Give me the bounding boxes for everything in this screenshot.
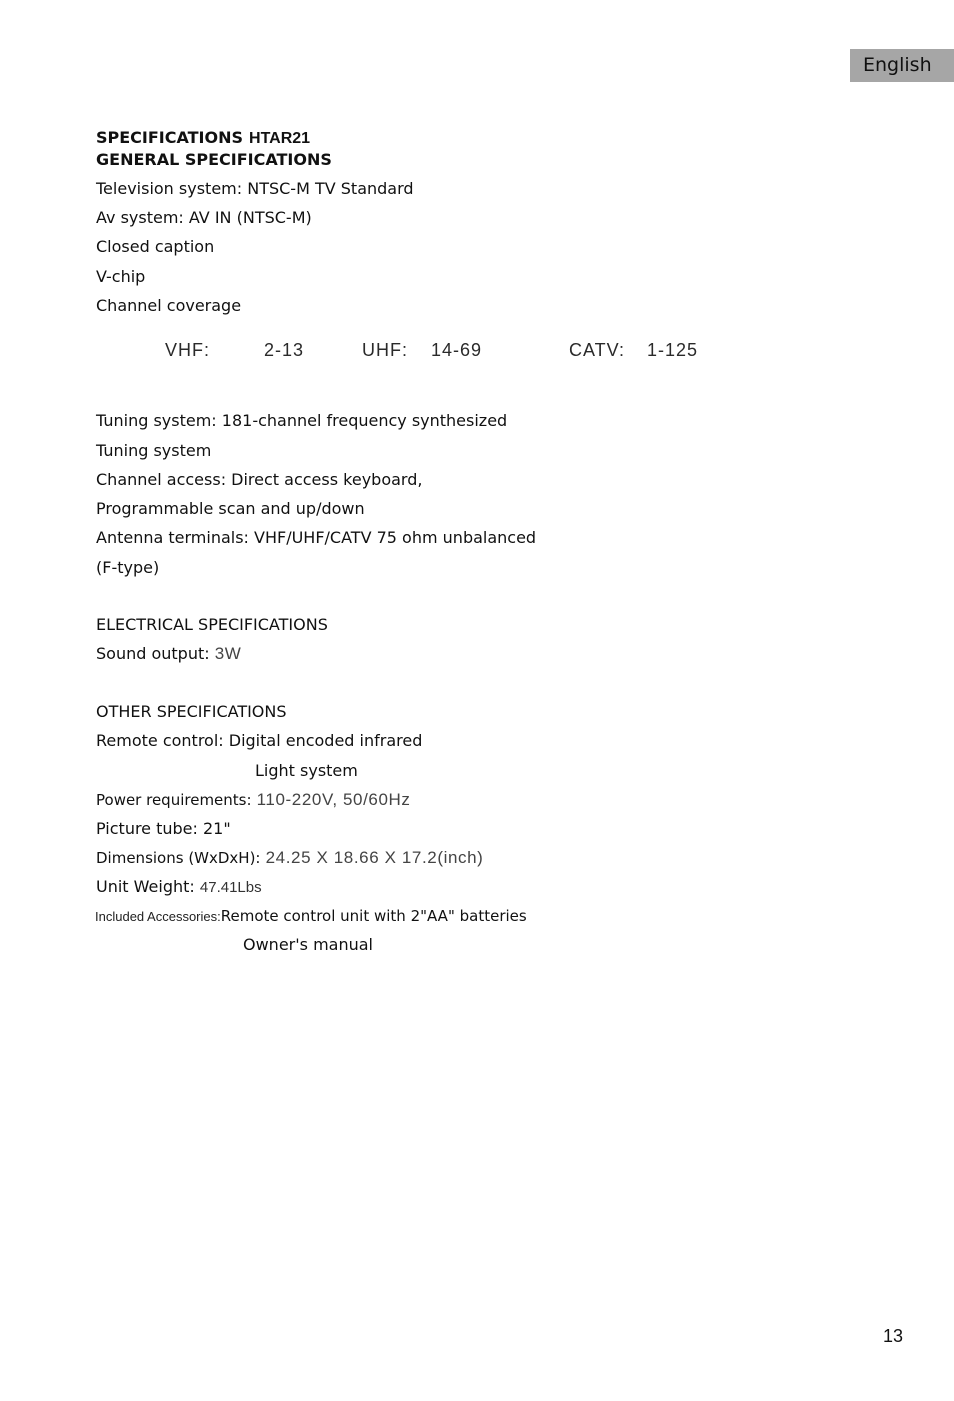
antenna-terminals: Antenna terminals: VHF/UHF/CATV 75 ohm unbalanced [96, 528, 537, 547]
vchip: V-chip [96, 267, 146, 286]
dimensions-value: 24.25 X 18.66 X 17.2(inch) [265, 848, 484, 867]
catv-label: CATV: [569, 340, 626, 360]
sound-output-label: Sound output: [96, 644, 210, 663]
channel-access: Channel access: Direct access keyboard, [96, 470, 423, 489]
ftype: (F-type) [96, 558, 160, 577]
page-number: 13 [883, 1326, 904, 1346]
vhf-label: VHF: [165, 340, 211, 360]
specifications-title [96, 128, 310, 148]
power-requirements [96, 790, 411, 810]
dimensions-label: Dimensions (WxDxH): [96, 849, 261, 867]
accessories-value: Remote control unit with 2"AA" batteries [220, 907, 527, 925]
tuning-system: Tuning system [96, 441, 212, 460]
accessories-label: Included Accessories: [95, 909, 221, 924]
specifications-heading: SPECIFICATIONS [96, 128, 244, 147]
power-value: 110-220V, 50/60Hz [256, 790, 411, 809]
other-specifications-heading: OTHER SPECIFICATIONS [96, 702, 287, 721]
model-number: HTAR21 [249, 130, 311, 147]
picture-tube: Picture tube: 21" [96, 819, 231, 838]
programmable-scan: Programmable scan and up/down [96, 499, 365, 518]
owners-manual: Owner's manual [243, 935, 373, 954]
channel-coverage: Channel coverage [96, 296, 242, 315]
television-system: Television system: NTSC-M TV Standard [96, 179, 414, 198]
included-accessories [95, 906, 527, 925]
av-system: Av system: AV IN (NTSC-M) [96, 208, 312, 227]
remote-control: Remote control: Digital encoded infrared [96, 731, 423, 750]
light-system: Light system [255, 761, 358, 780]
weight-value: 47.41Lbs [199, 879, 262, 896]
unit-weight [96, 877, 262, 896]
sound-output-value: 3W [214, 644, 242, 663]
vhf-value: 2-13 [264, 340, 305, 360]
weight-label: Unit Weight: [96, 877, 195, 896]
language-tab: English [850, 49, 954, 82]
general-specifications-heading: GENERAL SPECIFICATIONS [96, 150, 332, 169]
power-label: Power requirements: [96, 791, 252, 809]
catv-value: 1-125 [647, 340, 699, 360]
closed-caption: Closed caption [96, 237, 215, 256]
sound-output [96, 644, 241, 664]
dimensions [96, 848, 483, 868]
uhf-label: UHF: [362, 340, 408, 360]
electrical-specifications-heading: ELECTRICAL SPECIFICATIONS [96, 615, 328, 634]
tuning-system-line: Tuning system: 181-channel frequency synthesized [96, 411, 508, 430]
uhf-value: 14-69 [431, 340, 483, 360]
